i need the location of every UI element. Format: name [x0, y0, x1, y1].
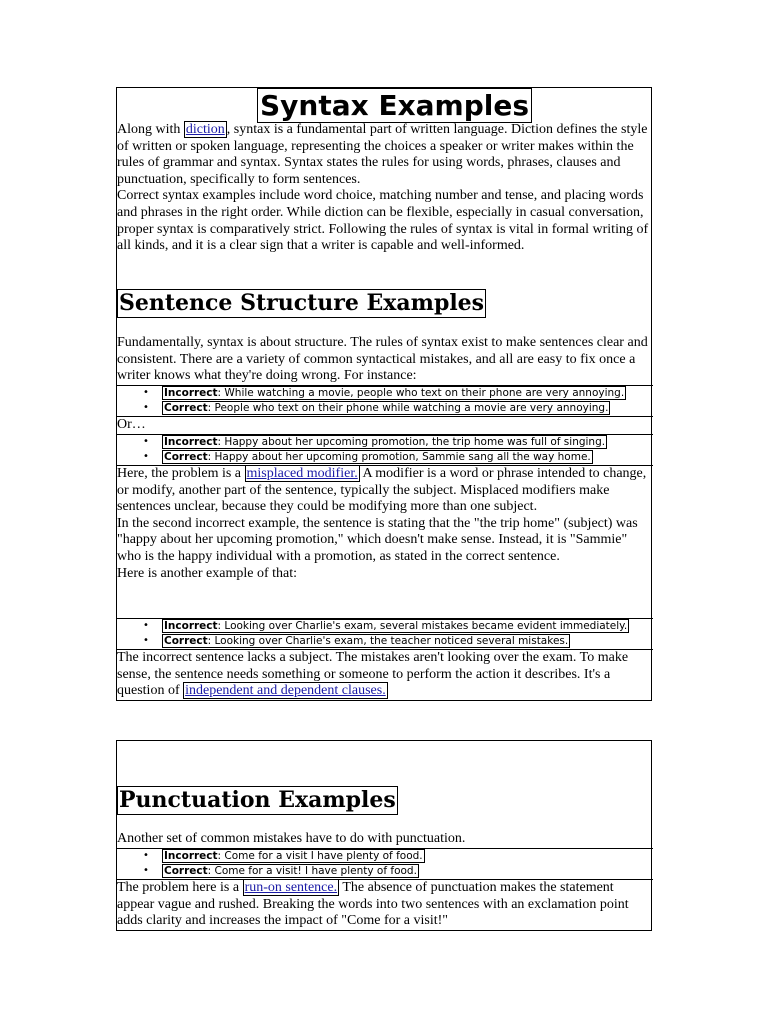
modifier-paragraph: Here, the problem is a misplaced modifier. A modifier is a word or phrase intended to change, or modify, another part of the sentence, typically the subject. Misplaced modifiers make sentences unclear, because they could be modifying more than one subject. [117, 466, 647, 515]
list-item: • Correct: Come for a visit! I have plenty of food. [143, 865, 417, 877]
intro-paragraph-2: Correct syntax examples include word choice, matching number and tense, and placing words and phrases in the right order. While diction can be flexible, especially in casual conversation, proper syntax is comparatively strict. Following the rules of syntax is vital in formal writing of all kinds, and it is a clear sign that a writer is capable and well-informed. [117, 188, 649, 254]
bullet-icon: • [143, 402, 149, 413]
list-item: • Correct: Looking over Charlie's exam, the teacher noticed several mistakes. [143, 635, 569, 647]
another-example-text: Here is another example of that: [117, 565, 297, 581]
structure-intro-paragraph: Fundamentally, syntax is about structure. The rules of syntax exist to make sentences clear and consistent. There are a variety of common syntactical mistakes, and all are easy to fix once a writer knows what they're doing wrong. For instance: [117, 335, 648, 384]
page-2 [116, 740, 652, 931]
misplaced-modifier-link[interactable]: misplaced modifier. [246, 466, 358, 481]
or-text: Or… [117, 417, 146, 432]
bullet-icon: • [143, 436, 149, 447]
list-item: • Correct: Happy about her upcoming promotion, Sammie sang all the way home. [143, 451, 591, 463]
bullet-icon: • [143, 850, 149, 861]
intro-paragraph: Along with diction , syntax is a fundamental part of written language. Diction defines the style of written or spoken language, representing the choices a speaker or writer makes within the rules of grammar and syntax. Syntax states the rules for using words, phrases, clauses and punctuation, specifically to form sentences. [117, 122, 648, 187]
list-item: • Incorrect: Looking over Charlie's exam, several mistakes became evident immediately. [143, 620, 628, 632]
clause-paragraph: The incorrect sentence lacks a subject. The mistakes aren't looking over the exam. To make sense, the sentence needs something or someone to perform the action it describes. It's a question of independent and dependent clauses. [117, 650, 629, 699]
bullet-icon: • [143, 635, 149, 646]
run-on-sentence-link[interactable]: run-on sentence. [244, 880, 338, 895]
second-example-paragraph: In the second incorrect example, the sentence is stating that the "the trip home" (subject) was "happy about her upcoming promotion," which doesn't make sense. Instead, it is "Sammie" who is the happy individual with a promotion, as stated in the correct sentence. [117, 515, 638, 564]
bullet-icon: • [143, 865, 149, 876]
bullet-icon: • [143, 620, 149, 631]
punctuation-example-list [117, 848, 653, 880]
bullet-icon: • [143, 387, 149, 398]
example-list-2 [117, 434, 653, 466]
page-1 [116, 87, 652, 701]
punctuation-intro-paragraph: Another set of common mistakes have to do with punctuation. [117, 831, 466, 846]
example-list-3 [117, 618, 653, 650]
list-item: • Correct: People who text on their phone while watching a movie are very annoying. [143, 402, 609, 414]
intro-block [117, 122, 653, 255]
diction-link[interactable]: diction [185, 122, 225, 137]
bullet-icon: • [143, 451, 149, 462]
run-on-paragraph: The problem here is a run-on sentence. The absence of punctuation makes the statement appear vague and rushed. Breaking the words into two sentences with an exclamation point adds clarity and increases the impact of "Come for a visit!" [117, 880, 629, 929]
section-heading-punctuation: Punctuation Examples [119, 787, 396, 813]
modifier-block [117, 466, 653, 582]
page-title: Syntax Examples [257, 88, 532, 123]
list-item: • Incorrect: Come for a visit I have plenty of food. [143, 850, 423, 862]
list-item: • Incorrect: Happy about her upcoming promotion, the trip home was full of singing. [143, 436, 606, 448]
list-item: • Incorrect: While watching a movie, people who text on their phone are very annoying. [143, 387, 625, 399]
example-list-1 [117, 385, 653, 417]
clauses-link[interactable]: independent and dependent clauses. [185, 683, 386, 699]
section-heading-sentence-structure: Sentence Structure Examples [119, 290, 485, 316]
